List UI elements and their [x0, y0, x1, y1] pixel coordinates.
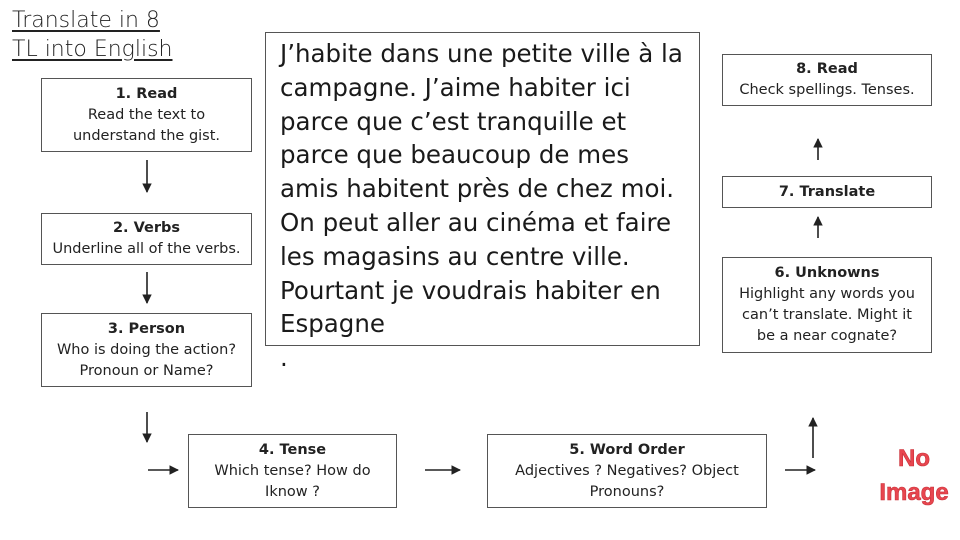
no-image-line-1: No	[898, 445, 930, 472]
step-6-line-3: be a near cognate?	[756, 328, 898, 344]
step-8-line-1: Check spellings. Tenses.	[739, 82, 915, 98]
step-3-line-1: Who is doing the action?	[56, 341, 237, 358]
step-6-line-2: can’t translate. Might it	[742, 307, 912, 323]
step-5-line-2: Pronouns?	[589, 483, 665, 500]
title-line-1: Translate in 8	[12, 8, 160, 33]
step-1-heading: 1. Read	[115, 85, 178, 102]
step-5-line-1: Adjectives ? Negatives? Object	[515, 462, 739, 479]
step-6-heading: 6. Unknowns	[774, 265, 880, 281]
step-2-line-1: Underline all of the verbs.	[52, 241, 241, 257]
step-8-heading: 8. Read	[796, 61, 858, 77]
step-6-line-1: Highlight any words you	[739, 286, 915, 302]
step-4-line-1: Which tense? How do	[214, 462, 371, 479]
step-7-heading: 7. Translate	[778, 183, 876, 200]
step-2-heading: 2. Verbs	[112, 220, 181, 236]
step-1-line-1: Read the text to	[87, 106, 206, 123]
step-1-line-2: understand the gist.	[72, 127, 221, 144]
step-4-heading: 4. Tense	[258, 441, 327, 458]
step-4-line-2: Iknow ?	[265, 483, 320, 500]
no-image-line-2: Image	[879, 479, 949, 506]
french-passage-trailing: .	[280, 343, 288, 373]
title-line-2: TL into English	[12, 37, 173, 62]
french-passage-text: J’habite dans une petite ville à la campagne. J’aime habiter ici parce que c’est tranquille et parce que beaucoup de mes amis habitent près de chez moi. On peut aller au cinéma et faire les magasins au centre ville. Pourtant je voudrais habiter en Espagne	[280, 39, 683, 339]
step-5-heading: 5. Word Order	[569, 441, 685, 458]
step-3-heading: 3. Person	[107, 320, 186, 337]
step-3-line-2: Pronoun or Name?	[79, 362, 214, 379]
no-image-placeholder	[879, 440, 949, 510]
